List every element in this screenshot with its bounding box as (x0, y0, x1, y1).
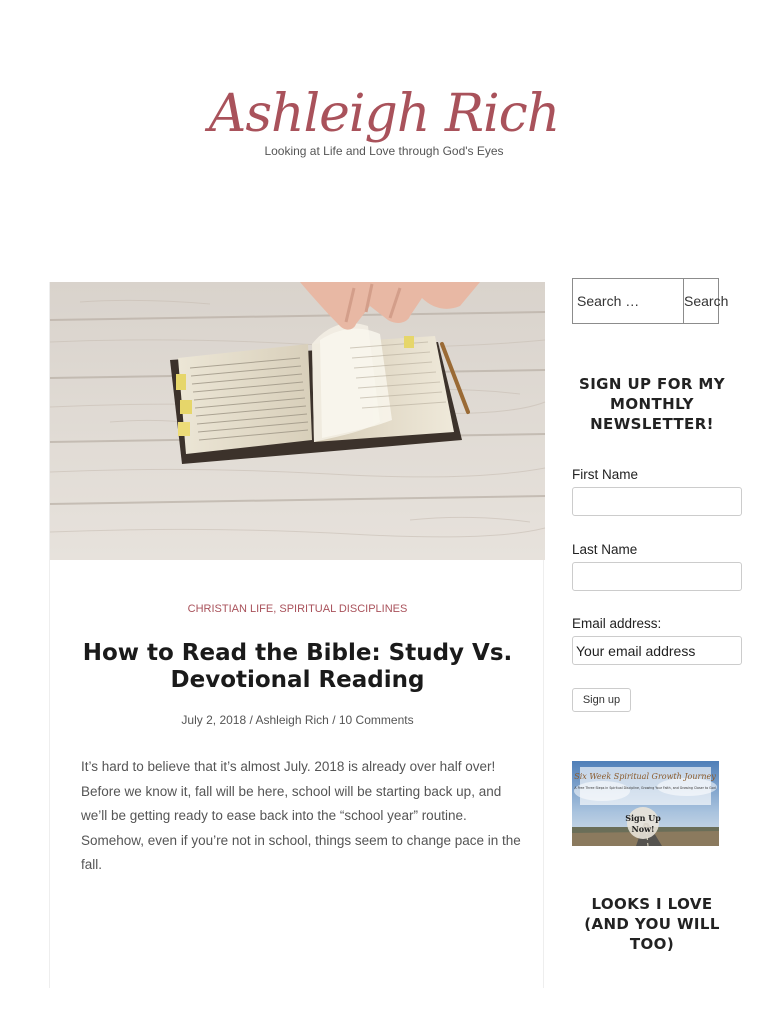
search-form (572, 278, 729, 324)
post-date[interactable]: July 2, 2018 (181, 713, 247, 727)
newsletter-widget-title: SIGN UP FOR MY MONTHLY NEWSLETTER! (578, 375, 726, 433)
search-input[interactable] (573, 279, 684, 323)
site-tagline: Looking at Life and Love through God's Eyes (264, 144, 504, 158)
post-title[interactable]: How to Read the Bible: Study Vs. Devotional Reading (82, 640, 513, 693)
post-comments-link[interactable]: 10 Comments (338, 713, 414, 727)
meta-separator: / (246, 713, 256, 727)
promo-cta-line1: Sign Up (625, 813, 661, 823)
category-separator: , (273, 603, 280, 615)
last-name-field[interactable] (572, 562, 742, 591)
promo-subtext: A Free Three Steps in Spiritual Discipline, Growing Your Faith, and Growing Closer to God (574, 786, 716, 790)
post-author[interactable]: Ashleigh Rich (255, 713, 329, 727)
newsletter-signup-button[interactable]: Sign up (572, 688, 631, 712)
last-name-label: Last Name (572, 542, 638, 557)
post-featured-image[interactable] (50, 282, 545, 560)
post-card (49, 282, 544, 988)
category-link-spiritual-disciplines[interactable]: SPIRITUAL DISCIPLINES (279, 603, 408, 615)
category-link-christian-life[interactable]: CHRISTIAN LIFE (187, 603, 274, 615)
site-title[interactable]: Ashleigh Rich (208, 84, 560, 144)
post-excerpt: It’s hard to believe that it’s almost July. 2018 is already over half over! Before we know it, fall will be here, school will be starting back up, and we’ll be getting ready to ease back into the “school year” routine. Somehow, even if you’re not in school, things seem to change pace in the fall. (81, 759, 521, 872)
looks-widget-title: LOOKS I LOVE (AND YOU WILL TOO) (584, 895, 720, 953)
email-label: Email address: (572, 616, 662, 631)
email-field[interactable] (572, 636, 742, 665)
bible-photo (50, 282, 545, 560)
promo-cta-line2: Now! (631, 824, 655, 834)
search-button[interactable]: Search (684, 279, 718, 323)
post-categories (50, 603, 545, 615)
promo-headline: Six Week Spiritual Growth Journey (574, 772, 716, 781)
post-meta (50, 713, 545, 727)
spiritual-growth-banner[interactable] (572, 761, 719, 846)
first-name-label: First Name (572, 467, 639, 482)
first-name-field[interactable] (572, 487, 742, 516)
promo-banner-graphic (572, 761, 719, 846)
meta-separator: / (328, 713, 339, 727)
